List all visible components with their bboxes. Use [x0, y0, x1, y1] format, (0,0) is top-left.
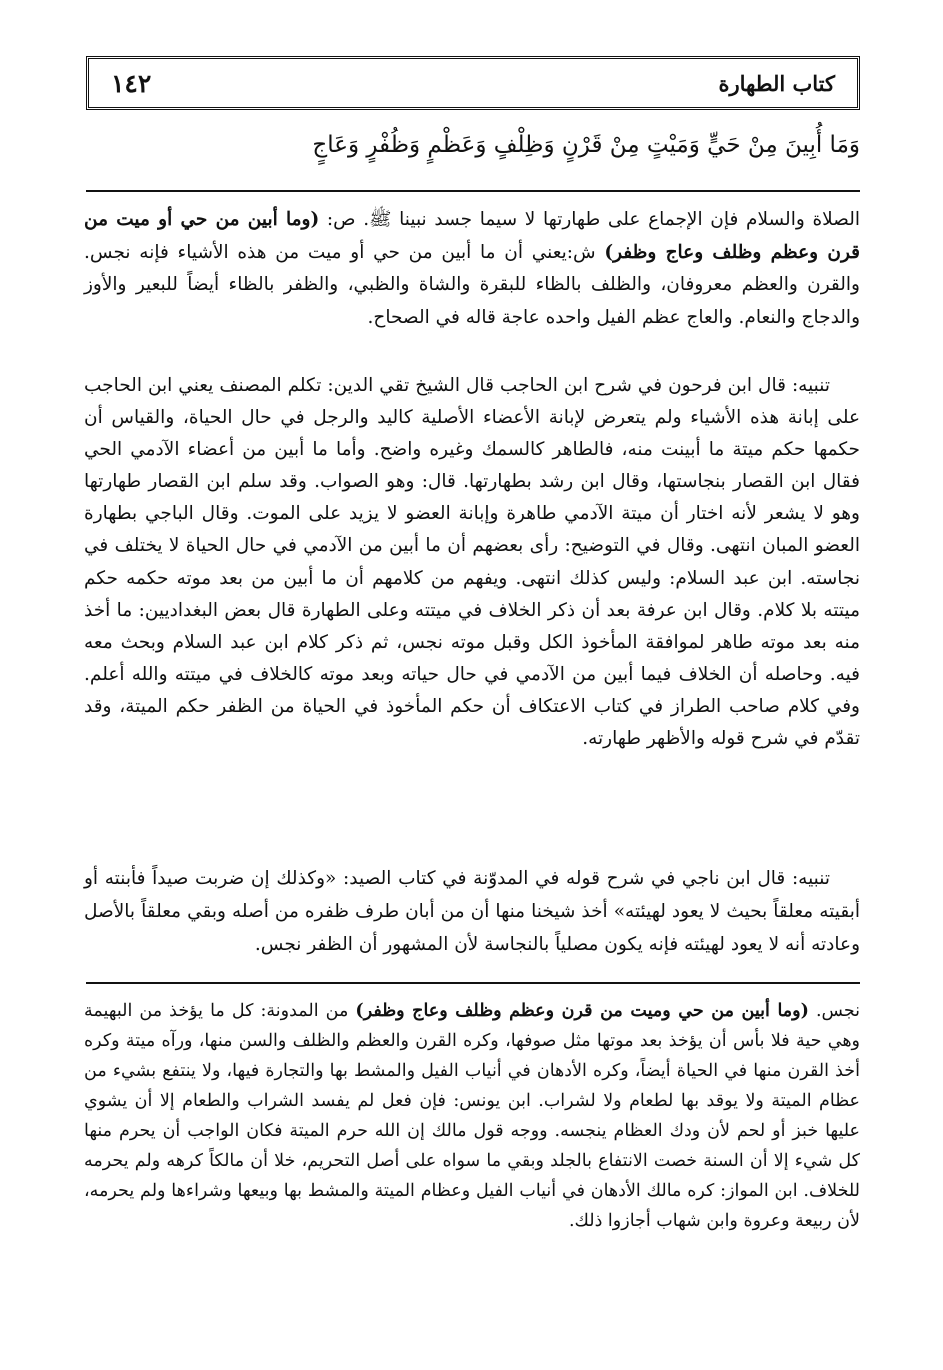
commentary-paragraph-1 — [84, 204, 860, 334]
running-title: كتاب الطهارة — [718, 70, 835, 96]
commentary-paragraph-2 — [84, 370, 860, 755]
matn-quote: (وما أبين من حي أو ميت من قرن وعظم وظلف وعاج وظفر) — [84, 209, 860, 263]
commentary-text: تنبيه: قال ابن فرحون في شرح ابن الحاجب قال الشيخ تقي الدين: تكلم المصنف يعني ابن الحاجب على إبانة هذه الأشياء ولم يتعرض لإبانة الأعضاء الأصلية كاليد والرجل في حال الحياة، والقياس أن حكمها حكم ميتة ما أبينت منه، فالطاهر كالسمك وغيره واضح. وأما ما أبين من أعضاء الآدمي الحي فقال ابن القصار بنجاستها، وقال ابن رشد بطهارتها. قال: وهو الصواب. وقد سلم ابن القصار طهارتها وهو لا يشعر لأنه اختار أن ميتة الآدمي طاهرة وإبانة العضو لا يزيد على الموت. وقال الباجي بطهارة العضو المبان انتهى. وقال في التوضيح: رأى بعضهم أن ما أبين من الآدمي في حال الحياة لا يختلف في نجاسته. ابن عبد السلام: وليس كذلك انتهى. ويفهم من كلامهم أن ما أبين من بعد موته حكمه حكم ميتته بلا كلام. وقال ابن عرفة بعد أن ذكر الخلاف في ميتته وعلى الطهارة قال بعض البغداديين: ما أخذ منه بعد موته طاهر لموافقة المأخوذ الكل وقبل موته نجس، ثم ذكر كلام ابن عبد السلام وبحث معه فيه. وحاصله أن الخلاف فيما أبين من الآدمي في حال حياته وبعد موته كالخلاف في ميتته والله أعلم. وفي كلام صاحب الطراز في كتاب الاعتكاف أن حكم المأخوذ في الحياة من الظفر حكم الميتة، وقد تقدّم في شرح قوله والأظهر طهارته. — [84, 375, 860, 750]
footnote-text: من المدونة: كل ما يؤخذ من البهيمة وهي حية فلا بأس أن يؤخذ بعد موتها مثل صوفها، وكره القرن والعظم والظلف والسن منها، ورآه ميتة وكره أخذ القرن منها في الحياة أيضاً، وكره الأدهان في أنياب الفيل والمشط بها والتجارة فيها، ولا ينتفع بشيء من عظام الميتة ولا يوقد بها لطعام ولا لشراب. ابن يونس: فإن فعل لم يفسد الشراب والطعام إلا أن يشوي عليها خبز أو لحم لأن ودك العظام ينجسه. ووجه قول مالك إن الله حرم الميتة فكان الواجب أن يحرم منها كل شيء إلا أن السنة خصت الانتفاع بالجلد وبقي ما سواه على أصل التحريم، خلا أن مالكاً كرهه ولم يحرمه للخلاف. ابن المواز: كره مالك الأدهان في أنياب الفيل وعظام الميتة والمشط بها وبيعها وشراءها ولم يحرمه، لأن ربيعة وعروة وابن شهاب أجازوا ذلك. — [84, 1001, 860, 1231]
commentary-text: الصلاة والسلام فإن الإجماع على طهارتها لا سيما جسد نبينا ﷺ. ص: — [319, 209, 861, 230]
commentary-text: ش:يعني أن ما أبين من حي أو ميت من هذه الأشياء فإنه نجس. والقرن والعظم معروفان، والظلف بالظاء للبقرة والشاة والظبي، والظفر بالظاء أيضاً للبعير والأوز والدجاج والنعام. والعاج عظم الفيل واحده عاجة قاله في الصحاح. — [84, 241, 860, 328]
commentary-paragraph-3 — [84, 862, 860, 961]
footnote-commentary — [84, 996, 860, 1236]
footnote-text: نجس. — [808, 1001, 860, 1021]
matn-verse: وَمَا أُبِينَ مِنْ حَيٍّ وَمَيْتٍ مِنْ قَرْنٍ وَظِلْفٍ وَعَظْمٍ وَظُفْرٍ وَعَاجٍ — [312, 132, 860, 158]
commentary-text: تنبيه: قال ابن ناجي في شرح قوله في المدوّنة في كتاب الصيد: «وكذلك إن ضربت صيداً فأبنته أو أبقيته معلقاً بحيث لا يعود لهيئته» أخذ شيخنا منها أن من أبان طرف ظفره من أصله وبقي معلقاً بالأصل وعادته أنه لا يعود لهيئته فإنه يكون مصلياً بالنجاسة لأن المشهور أن الظفر نجس. — [84, 868, 860, 955]
page-number: ١٤٢ — [111, 68, 152, 98]
page-header — [86, 56, 860, 110]
divider-bottom — [86, 982, 860, 984]
divider-top — [86, 190, 860, 192]
footnote-quote: (وما أبين من حي وميت من قرن وعظم وظلف وعاج وظفر) — [355, 1001, 809, 1021]
